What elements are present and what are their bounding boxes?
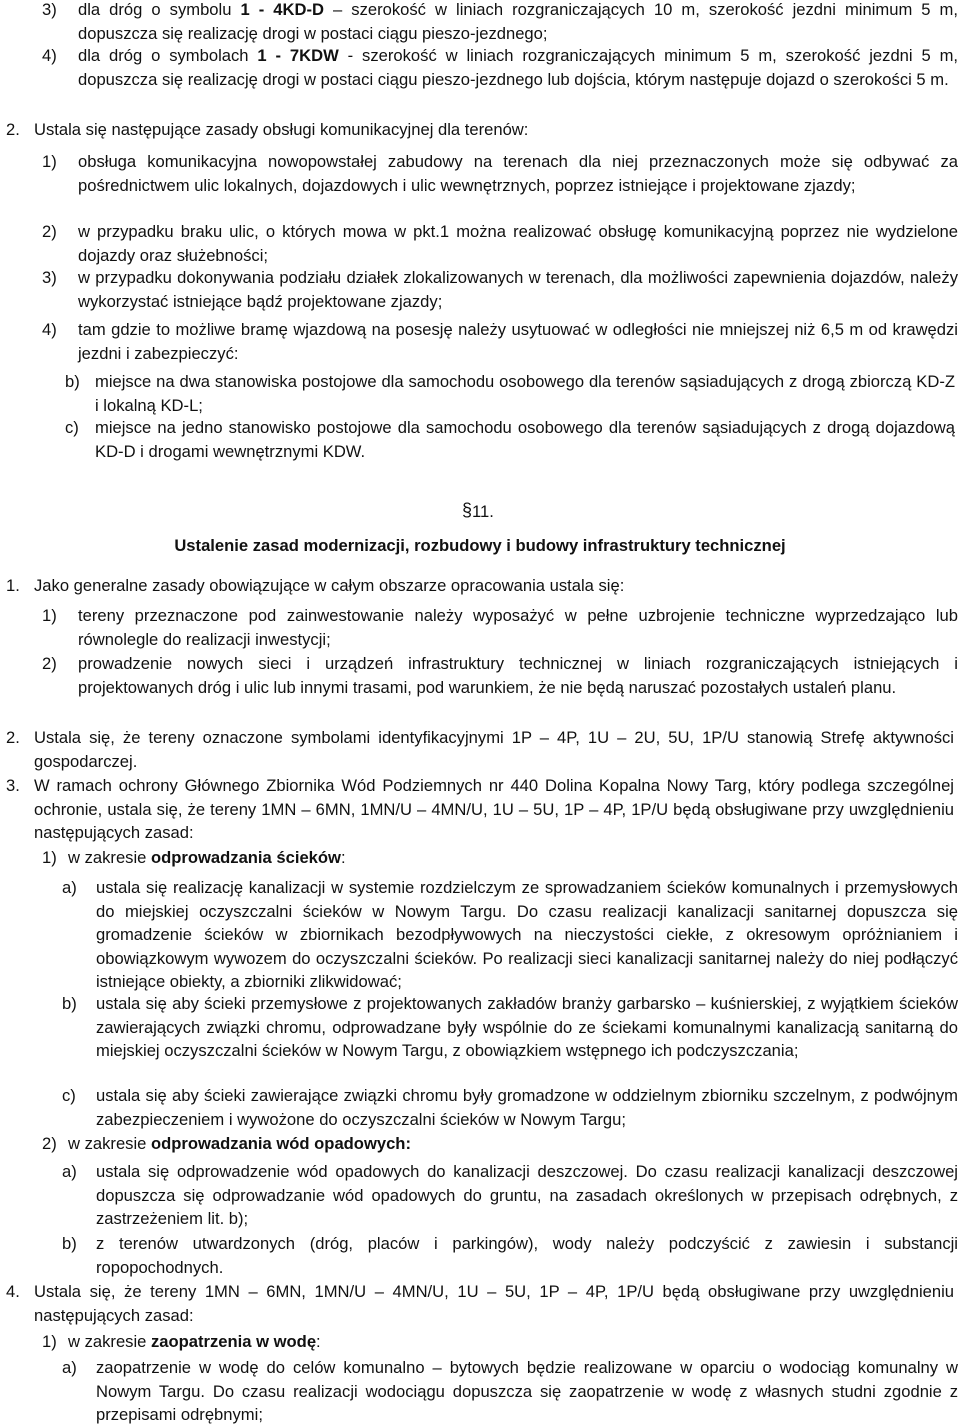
list-item: w przypadku dokonywania podziału działek zlokalizowanych w terenach, dla możliwości zapewnienia dojazdów, należy wykorzystać istniejące bądź projektowane zjazdy; bbox=[78, 268, 958, 311]
list-item: ustala się odprowadzenie wód opadowych do kanalizacji deszczowej. Do czasu realizacji kanalizacji deszczowej dopuszcza się odprowadzanie wód opadowych do gruntu, na zasadach określonych w przepisach odrębnych, z zastrzeżeniem lit. b); bbox=[96, 1162, 958, 1229]
list-number: 4) bbox=[42, 46, 57, 65]
list-item: ustala się aby ścieki zawierające związki chromu były gromadzone w oddzielnym zbiorniku szczelnym, z podwójnym zabezpieczeniem i wywożone do oczyszczalni ścieków w Nowym Targu; bbox=[96, 1086, 958, 1129]
list-item: prowadzenie nowych sieci i urządzeń infrastruktury technicznej w liniach rozgraniczających istniejących i projektowanych dróg i ulic lub innymi trasami, pod warunkiem, że nie będą naruszać pozostałych ustaleń planu. bbox=[78, 654, 958, 697]
list-number: 1) bbox=[42, 848, 57, 867]
paragraph-text: Ustala się następujące zasady obsługi komunikacyjnej dla terenów: bbox=[34, 120, 529, 139]
list-number: 2) bbox=[42, 654, 57, 673]
list-letter: a) bbox=[62, 1162, 77, 1181]
list-letter: a) bbox=[62, 1358, 77, 1377]
paragraph-text: Ustala się, że tereny oznaczone symbolami identyfikacyjnymi 1P – 4P, 1U – 2U, 5U, 1P/U stanowią Strefę aktywności gospodarczej. bbox=[34, 728, 954, 771]
list-letter: c) bbox=[62, 1086, 76, 1105]
list-item: tereny przeznaczone pod zainwestowanie należy wyposażyć w pełne uzbrojenie techniczne wyprzedzająco lub równolegle do realizacji inwestycji; bbox=[78, 606, 958, 649]
list-letter: b) bbox=[65, 372, 80, 391]
paragraph-text: Ustala się, że tereny 1MN – 6MN, 1MN/U – 4MN/U, 1U – 5U, 1P – 4P, 1P/U będą obsługiwane przy uwzględnieniu następujących zasad: bbox=[34, 1282, 954, 1325]
list-item: miejsce na jedno stanowisko postojowe dla samochodu osobowego dla terenów sąsiadujących z drogą dojazdową KD-D i drogami wewnętrznymi KDW. bbox=[95, 418, 955, 461]
list-number: 1) bbox=[42, 606, 57, 625]
paragraph-number: 3. bbox=[6, 776, 20, 795]
list-number: 2) bbox=[42, 222, 57, 241]
list-number: 3) bbox=[42, 0, 57, 19]
paragraph-number: 2. bbox=[6, 728, 20, 747]
list-item: ustala się aby ścieki przemysłowe z projektowanych zakładów branży garbarsko – kuśnierskiej, z wyjątkiem ścieków zawierających związki chromu, odprowadzane były wspólnie do ze ściekami komunalnymi kanalizacją sanitarną do miejskiej oczyszczalni ścieków w Nowym Targu, z obowiązkiem wstępnego ich podczyszczania; bbox=[96, 994, 958, 1061]
list-letter: b) bbox=[62, 994, 77, 1013]
list-letter: a) bbox=[62, 878, 77, 897]
list-item: zaopatrzenie w wodę do celów komunalno – bytowych będzie realizowane w oparciu o wodociąg komunalny w Nowym Targu. Do czasu realizacji wodociągu dopuszcza się zaopatrzenie w wodę z własnych studni zgodnie z przepisami odrębnymi; bbox=[96, 1358, 958, 1425]
list-item: w przypadku braku ulic, o których mowa w pkt.1 można realizować obsługę komunikacyjną poprzez nie wydzielone dojazdy oraz służebności; bbox=[78, 222, 958, 265]
list-number: 1) bbox=[42, 1332, 57, 1351]
list-item: dla dróg o symbolu 1 - 4KD-D – szerokość w liniach rozgraniczających 10 m, szerokość jezdni minimum 5 m, dopuszcza się realizację drogi w postaci ciągu pieszo-jezdnego; bbox=[78, 0, 958, 43]
list-letter: b) bbox=[62, 1234, 77, 1253]
group-heading: w zakresie zaopatrzenia w wodę: bbox=[68, 1332, 321, 1351]
group-heading: w zakresie odprowadzania wód opadowych: bbox=[68, 1134, 411, 1153]
list-number: 4) bbox=[42, 320, 57, 339]
list-number: 3) bbox=[42, 268, 57, 287]
paragraph-number: 4. bbox=[6, 1282, 20, 1301]
list-number: 1) bbox=[42, 152, 57, 171]
list-item: z terenów utwardzonych (dróg, placów i parkingów), wody należy podczyścić z zawiesin i substancji ropopochodnych. bbox=[96, 1234, 958, 1277]
paragraph-number: 2. bbox=[6, 120, 20, 139]
list-letter: c) bbox=[65, 418, 79, 437]
list-number: 2) bbox=[42, 1134, 57, 1153]
section-sign: § bbox=[462, 500, 473, 520]
section-number: 11. bbox=[472, 502, 494, 521]
paragraph-text: Jako generalne zasady obowiązujące w całym obszarze opracowania ustala się: bbox=[34, 576, 625, 595]
list-item: ustala się realizację kanalizacji w systemie rozdzielczym ze sprowadzaniem ścieków komunalnych i przemysłowych do miejskiej oczyszczalni ścieków w Nowym Targu. Do czasu realizacji kanalizacji sanitarnej dopuszcza się gromadzenie ścieków w zbiornikach bezodpływowych na nieczystości ciekłe, z okresowym opróżnianiem i obowiązkowym wywozem do oczyszczalni ścieków. Po realizacji sieci kanalizacji sanitarnej należy do niej podłączyć istniejące obiekty, a zbiorniki zlikwidować; bbox=[96, 878, 958, 992]
list-item: tam gdzie to możliwe bramę wjazdową na posesję należy usytuować w odległości nie mniejszej niż 6,5 m od krawędzi jezdni i zabezpieczyć: bbox=[78, 320, 958, 363]
list-item: miejsce na dwa stanowiska postojowe dla samochodu osobowego dla terenów sąsiadujących z drogą zbiorczą KD-Z i lokalną KD-L; bbox=[95, 372, 955, 415]
group-heading: w zakresie odprowadzania ścieków: bbox=[68, 848, 346, 867]
paragraph-number: 1. bbox=[6, 576, 20, 595]
list-item: dla dróg o symbolach 1 - 7KDW - szerokość w liniach rozgraniczających minimum 5 m, szerokość jezdni 5 m, dopuszcza się realizację drogi w postaci ciągu pieszo-jezdnego lub dojścia, którym następuje dojazd o szerokości 5 m. bbox=[78, 46, 959, 89]
section-title: Ustalenie zasad modernizacji, rozbudowy i budowy infrastruktury technicznej bbox=[174, 536, 786, 555]
list-item: obsługa komunikacyjna nowopowstałej zabudowy na terenach dla niej przeznaczonych może się odbywać za pośrednictwem ulic lokalnych, dojazdowych i ulic wewnętrznych, poprzez istniejące i projektowane zjazdy; bbox=[78, 152, 958, 195]
paragraph-text: W ramach ochrony Głównego Zbiornika Wód Podziemnych nr 440 Dolina Kopalna Nowy Targ, który podlega szczególnej ochronie, ustala się, że tereny 1MN – 6MN, 1MN/U – 4MN/U, 1U – 5U, 1P – 4P, 1P/U będą obsługiwane przy uwzględnieniu następujących zasad: bbox=[34, 776, 954, 843]
